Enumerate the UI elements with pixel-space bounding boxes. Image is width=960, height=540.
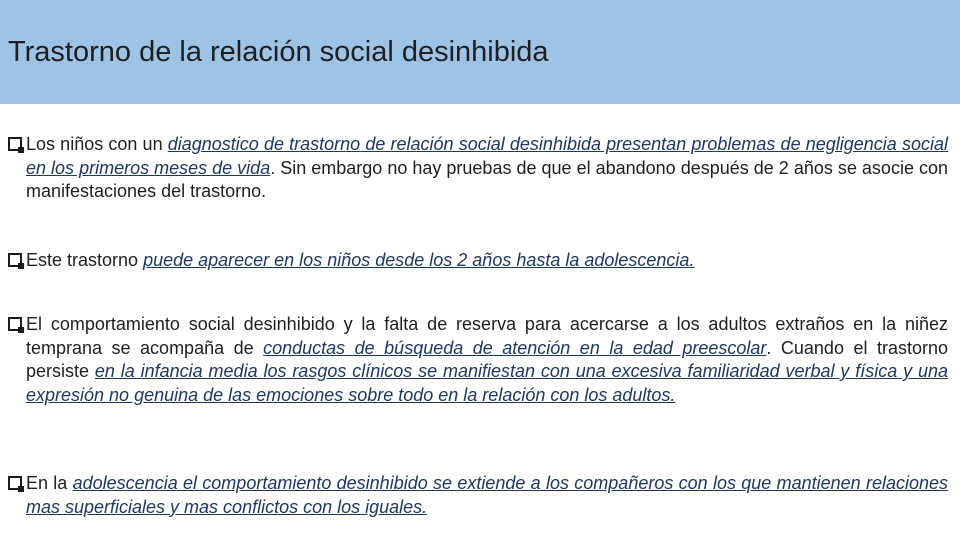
text-run: . Sin embargo no hay pruebas de que el abandono después de 2 años se asocie con manifestaciones del trastorno.	[26, 157, 948, 201]
text-run: Los niños con un	[26, 134, 168, 154]
checkbox-bullet-icon	[8, 476, 22, 490]
slide-title: Trastorno de la relación social desinhibida	[8, 36, 549, 68]
emphasized-text-run: conductas de búsqueda de atención en la edad preescolar	[263, 337, 767, 358]
bullet-2	[8, 249, 948, 273]
checkbox-bullet-icon	[8, 253, 22, 267]
text-run: El comportamiento social desinhibido y la falta de reserva para acercarse a los adultos extraños en la niñez temprana se acompaña de	[26, 314, 948, 358]
bullet-text	[26, 472, 948, 519]
bullet-3	[8, 313, 948, 407]
emphasized-text-run: adolescencia el comportamiento desinhibido se extiende a los compañeros con los que mantienen relaciones mas superficiales y mas conflictos con los iguales.	[26, 473, 948, 517]
bullet-text	[26, 249, 948, 273]
bullet-text	[26, 313, 948, 407]
bullet-text	[26, 133, 948, 204]
bullet-4	[8, 472, 948, 519]
checkbox-bullet-icon	[8, 317, 22, 331]
text-run: . Cuando el trastorno persiste	[26, 337, 948, 381]
text-run: En la	[26, 473, 73, 493]
emphasized-text-run: puede aparecer en los niños desde los 2 años hasta la adolescencia.	[143, 250, 695, 270]
emphasized-text-run: diagnostico de trastorno de relación social desinhibida presentan problemas de negligencia social en los primeros meses de vida	[26, 134, 948, 178]
checkbox-bullet-icon	[8, 137, 22, 151]
text-run: Este trastorno	[26, 250, 144, 270]
emphasized-text-run: en la infancia media los rasgos clínicos se manifiestan con una excesiva familiaridad verbal y física y una expresión no genuina de las emociones sobre todo en la relación con los adultos.	[26, 361, 948, 405]
title-band	[0, 0, 960, 104]
bullet-1	[8, 133, 948, 204]
